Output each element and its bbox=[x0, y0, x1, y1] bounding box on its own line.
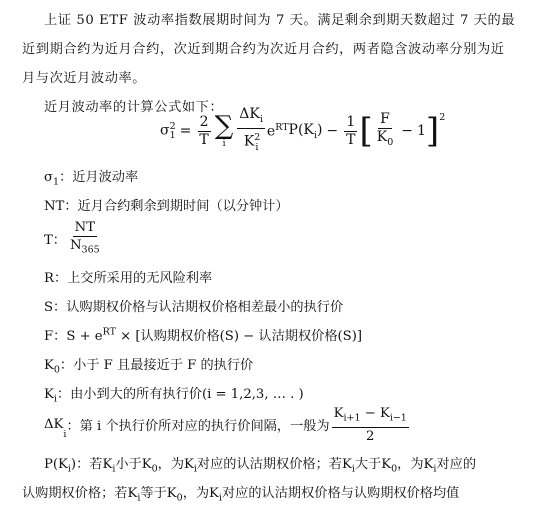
price-term: $P(K_i)$ bbox=[288, 121, 323, 141]
def-delta-ki: ΔK $_i$ ：第 i 个执行价所对应的执行价间隔，一般为 $\frac{K_{i+1} - K_{i-1}}{2}$ bbox=[44, 406, 407, 444]
fraction-2-over-t: $\frac{2}{T}$ bbox=[199, 113, 209, 148]
paragraph-line-3: 月与次近月波动率。 bbox=[22, 71, 147, 86]
def-s: S：认购期权价格与认沽期权价格相差最小的执行价 bbox=[44, 300, 344, 315]
def-k0: $K_0$：小于 F 且最接近于 F 的执行价 bbox=[44, 358, 254, 376]
volatility-formula bbox=[160, 106, 445, 156]
def-sigma: $\sigma_1$：近月波动率 bbox=[44, 170, 139, 188]
right-bracket: ] bbox=[425, 111, 440, 151]
constant-one: 1 bbox=[417, 123, 426, 139]
formula-lhs: $\sigma^2_1$ bbox=[160, 120, 176, 142]
inner-minus-sign: − bbox=[401, 123, 413, 139]
def-f: F：$S + e^{RT}$ × [认购期权价格(S) − 认沽期权价格(S)] bbox=[44, 326, 363, 344]
fraction-k-spacing: $\frac{K_{i+1} - K_{i-1}}{2}$ bbox=[333, 406, 407, 444]
fraction-f-over-k0: $\frac{F}{K_0}$ bbox=[376, 111, 394, 148]
summation-sign: ∑ i bbox=[214, 111, 234, 149]
fraction-1-over-t: $\frac{1}{T}$ bbox=[346, 113, 356, 148]
def-ki: $K_i$：由小到大的所有执行价(i = 1,2,3, … . ) bbox=[44, 387, 304, 405]
def-pki-line1: $P(K_i)$：若$K_i$小于$K_0$，为$K_i$对应的认沽期权价格；若$K_i$大于$K_0$，为$K_i$对应的 bbox=[44, 457, 477, 475]
paragraph-line-2: 近到期合约为近月合约，次近到期合约为次近月合约，两者隐含波动率分别为近 bbox=[22, 42, 505, 57]
def-pki-line2: 认购期权价格；若$K_i$等于$K_0$，为$K_i$对应的认沽期权价格与认购期权价格均值 bbox=[22, 486, 460, 504]
formula-intro: 近月波动率的计算公式如下： bbox=[44, 100, 224, 115]
left-bracket: [ bbox=[359, 111, 373, 151]
outer-exponent: 2 bbox=[439, 111, 446, 123]
equals-sign: = bbox=[179, 123, 192, 139]
exponential-term: $e^{RT}$ bbox=[266, 122, 289, 140]
paragraph-line-1: 上证 50 ETF 波动率指数展期时间为 7 天。满足剩余到期天数超过 7 天的最 bbox=[44, 13, 516, 28]
minus-sign: − bbox=[326, 123, 339, 139]
def-r: R：上交所采用的无风险利率 bbox=[44, 271, 213, 286]
fraction-nt-over-n365: $\frac{NT}{N_{365}}$ bbox=[69, 220, 100, 256]
def-nt: NT：近月合约剩余到期时间（以分钟计） bbox=[44, 199, 289, 214]
def-t: T： $\frac{NT}{N_{365}}$ bbox=[44, 220, 100, 256]
fraction-delta-k-over-k-squared: $\frac{\Delta K_i}{K^2_i}$ bbox=[239, 106, 263, 153]
